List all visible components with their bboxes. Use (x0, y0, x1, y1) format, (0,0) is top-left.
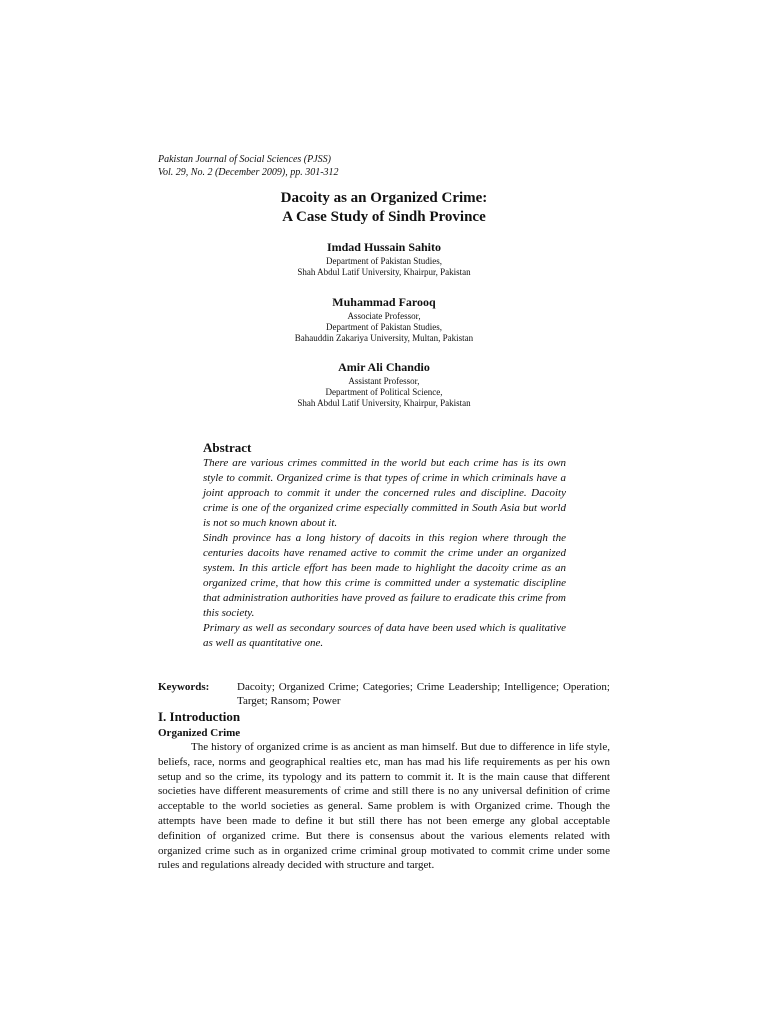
author-block-2 (0, 295, 768, 344)
author-affiliation-line: Department of Pakistan Studies, (326, 322, 442, 332)
author-name: Imdad Hussain Sahito (326, 240, 442, 254)
keywords-label: Keywords: (158, 681, 210, 693)
author-affiliation-line: Department of Pakistan Studies, (326, 256, 442, 266)
abstract-paragraph: Primary as well as secondary sources of data have been used which is qualitative as well as quantitative one. (203, 622, 566, 649)
author-name: Muhammad Farooq (332, 295, 436, 309)
subsection-heading-organized-crime: Organized Crime (158, 727, 241, 739)
author-block-3 (0, 360, 768, 409)
author-affiliation-line: Assistant Professor, (348, 376, 420, 386)
paper-title (0, 189, 768, 227)
abstract-paragraph: There are various crimes committed in the world but each crime has is its own style to commit. Organized crime is that types of crime in which criminals have a joint approach to commit it under the concerned rules and discipline. Dacoity crime is one of the organized crime especially committed in South Asia but world is not so much known about it. (203, 457, 566, 529)
author-affiliation-line: Associate Professor, (347, 311, 421, 321)
author-affiliation-line: Shah Abdul Latif University, Khairpur, Pakistan (297, 398, 471, 408)
journal-name: Pakistan Journal of Social Sciences (PJSS) (158, 154, 332, 165)
journal-citation (158, 153, 339, 179)
journal-volume: Vol. 29, No. 2 (December 2009), pp. 301-312 (158, 167, 339, 178)
abstract-paragraph: Sindh province has a long history of dacoits in this region where through the centuries dacoits have renamed active to commit the crime under an organized system. In this article effort has been made to highlight the dacoity crime as an organized crime, that how this crime is committed under a systematic discipline that administration authorities have proved as failure to eradicate this crime from this society. (203, 532, 566, 619)
abstract-section (203, 440, 566, 651)
author-block-1 (0, 240, 768, 278)
paper-title-line-1: Dacoity as an Organized Crime: (280, 190, 488, 206)
keywords-section (158, 680, 610, 708)
author-affiliation-line: Bahauddin Zakariya University, Multan, Pakistan (294, 333, 474, 343)
abstract-heading: Abstract (203, 440, 252, 455)
author-name: Amir Ali Chandio (338, 360, 430, 374)
author-affiliation-line: Department of Political Science, (325, 387, 443, 397)
section-heading-introduction: I. Introduction (158, 709, 241, 724)
abstract-body (203, 456, 566, 651)
paper-title-line-2: A Case Study of Sindh Province (282, 209, 486, 225)
author-affiliation-line: Shah Abdul Latif University, Khairpur, Pakistan (297, 267, 471, 277)
keywords-list: Dacoity; Organized Crime; Categories; Crime Leadership; Intelligence; Operation; Target; Ransom; Power (237, 681, 610, 707)
introduction-paragraph: The history of organized crime is as ancient as man himself. But due to difference in life style, beliefs, race, norms and geographical realties etc, man has mad his life requirements as per his own setup and so the crime, its typology and its pattern to commit it. It is the main cause that different societies have different measurements of crime and still there is no any universal definition of crime acceptable to the world societies as general. Same problem is with Organized crime. Though the attempts have been made to define it but still there has not been emerge any global acceptable definition of organized crime. But there is consensus about the various elements related with organized crime such as in organized crime criminal group motivated to commit crime under some rules and regulations already decided with structure and target. (158, 741, 610, 872)
